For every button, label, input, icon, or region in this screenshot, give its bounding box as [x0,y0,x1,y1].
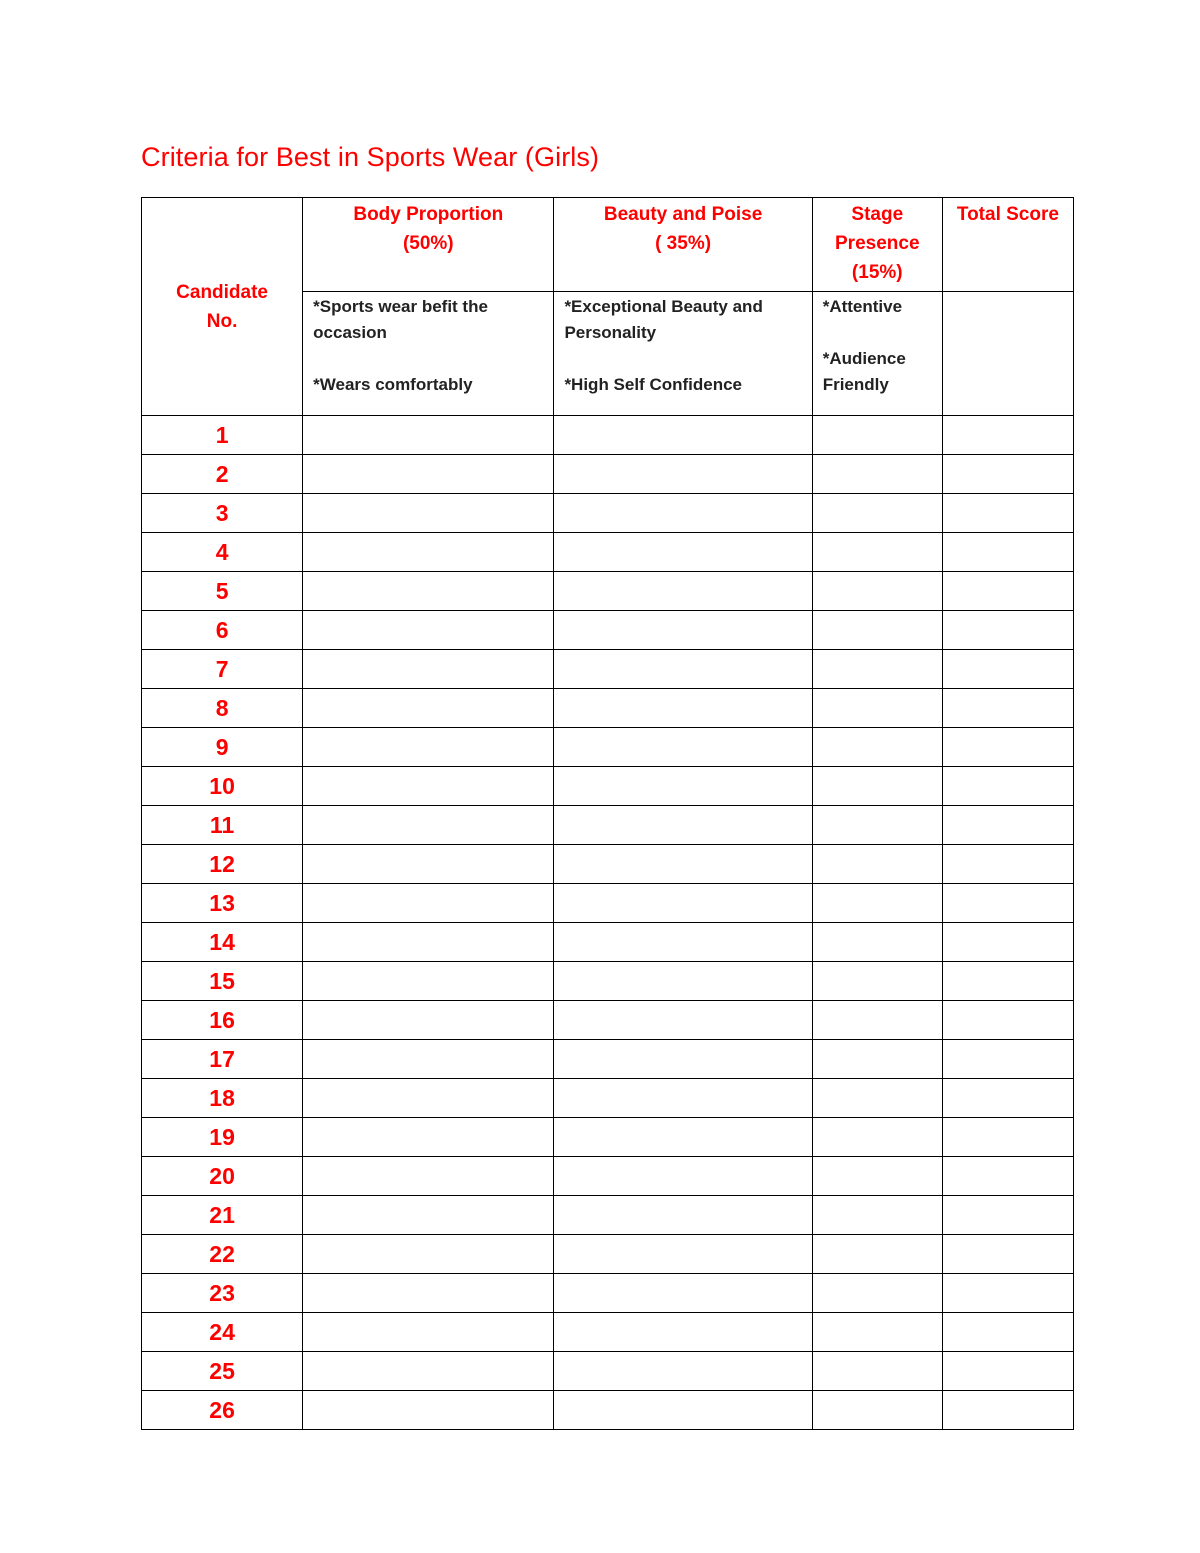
criteria-text: *Sports wear befit the [313,297,488,316]
candidate-number: 17 [142,1040,303,1079]
stage-presence-score-cell[interactable] [812,1391,942,1430]
body-proportion-label: Body Proportion [353,204,504,225]
total-score-cell[interactable] [942,1001,1073,1040]
beauty-poise-score-cell[interactable] [554,533,812,572]
stage-presence-score-cell[interactable] [812,1040,942,1079]
body-proportion-weight: (50%) [402,233,454,254]
stage-presence-score-cell[interactable] [812,416,942,455]
body-proportion-score-cell[interactable] [303,1313,554,1352]
total-score-cell[interactable] [942,1391,1073,1430]
beauty-poise-score-cell[interactable] [554,611,812,650]
candidate-number: 20 [142,1157,303,1196]
beauty-poise-score-cell[interactable] [554,1313,812,1352]
total-score-cell[interactable] [942,1196,1073,1235]
criteria-text: Personality [564,323,657,342]
table-row [142,1235,1074,1274]
beauty-poise-score-cell[interactable] [554,1274,812,1313]
beauty-poise-score-cell[interactable] [554,1040,812,1079]
total-score-cell[interactable] [942,845,1073,884]
table-row [142,650,1074,689]
criteria-text: Friendly [822,375,889,394]
beauty-poise-score-cell[interactable] [554,1196,812,1235]
table-row [142,611,1074,650]
beauty-poise-score-cell[interactable] [554,689,812,728]
stage-presence-score-cell[interactable] [812,923,942,962]
body-proportion-score-cell[interactable] [303,1274,554,1313]
stage-presence-score-cell[interactable] [812,1274,942,1313]
criteria-text: *Wears comfortably [313,375,473,394]
candidate-number: 8 [142,689,303,728]
stage-presence-score-cell[interactable] [812,884,942,923]
beauty-poise-score-cell[interactable] [554,1352,812,1391]
candidate-number: 1 [142,416,303,455]
total-score-cell[interactable] [942,962,1073,1001]
candidate-number: 22 [142,1235,303,1274]
table-row [142,806,1074,845]
body-proportion-score-cell[interactable] [303,494,554,533]
table-row [142,767,1074,806]
table-row [142,1157,1074,1196]
body-proportion-score-cell[interactable] [303,923,554,962]
table-row [142,689,1074,728]
beauty-poise-score-cell[interactable] [554,1079,812,1118]
body-proportion-score-cell[interactable] [303,1079,554,1118]
stage-presence-score-cell[interactable] [812,962,942,1001]
body-proportion-score-cell[interactable] [303,767,554,806]
body-proportion-criteria [303,292,554,416]
candidate-number: 9 [142,728,303,767]
criteria-text: occasion [313,323,387,342]
criteria-spacer [313,346,543,372]
beauty-poise-score-cell[interactable] [554,494,812,533]
candidate-number: 25 [142,1352,303,1391]
stage-presence-score-cell[interactable] [812,767,942,806]
total-score-cell[interactable] [942,572,1073,611]
stage-presence-score-cell[interactable] [812,494,942,533]
candidate-number: 26 [142,1391,303,1430]
candidate-number: 2 [142,455,303,494]
beauty-poise-weight: ( 35%) [655,233,712,254]
stage-presence-score-cell[interactable] [812,1001,942,1040]
body-proportion-score-cell[interactable] [303,455,554,494]
stage-presence-score-cell[interactable] [812,572,942,611]
candidate-number: 13 [142,884,303,923]
total-score-cell[interactable] [942,1313,1073,1352]
beauty-poise-score-cell[interactable] [554,650,812,689]
candidate-number: 5 [142,572,303,611]
total-score-cell[interactable] [942,1274,1073,1313]
table-row [142,455,1074,494]
candidate-number: 23 [142,1274,303,1313]
candidate-header-line: Candidate [176,281,269,303]
total-score-header [942,198,1073,292]
body-proportion-score-cell[interactable] [303,1157,554,1196]
stage-presence-score-cell[interactable] [812,1079,942,1118]
stage-presence-score-cell[interactable] [812,728,942,767]
table-row [142,1079,1074,1118]
stage-presence-score-cell[interactable] [812,1235,942,1274]
body-proportion-score-cell[interactable] [303,572,554,611]
beauty-poise-score-cell[interactable] [554,455,812,494]
table-row [142,1196,1074,1235]
candidate-number: 18 [142,1079,303,1118]
candidate-number: 6 [142,611,303,650]
total-score-cell[interactable] [942,1118,1073,1157]
stage-presence-score-cell[interactable] [812,650,942,689]
body-proportion-header [303,198,554,292]
body-proportion-score-cell[interactable] [303,1196,554,1235]
header-row [142,198,1074,292]
beauty-poise-label: Beauty and Poise [603,204,763,225]
total-score-cell[interactable] [942,1040,1073,1079]
stage-presence-score-cell[interactable] [812,689,942,728]
table-row [142,728,1074,767]
table-row [142,572,1074,611]
beauty-poise-score-cell[interactable] [554,1157,812,1196]
stage-presence-label: Stage [851,204,904,225]
beauty-poise-score-cell[interactable] [554,1118,812,1157]
body-proportion-score-cell[interactable] [303,1391,554,1430]
total-score-cell[interactable] [942,416,1073,455]
criteria-spacer [823,320,932,346]
criteria-text: *Attentive [822,297,903,316]
total-score-cell[interactable] [942,494,1073,533]
stage-presence-score-cell[interactable] [812,611,942,650]
body-proportion-score-cell[interactable] [303,1235,554,1274]
candidate-number: 14 [142,923,303,962]
candidate-number: 3 [142,494,303,533]
table-row [142,1274,1074,1313]
total-score-cell[interactable] [942,689,1073,728]
body-proportion-score-cell[interactable] [303,533,554,572]
beauty-poise-score-cell[interactable] [554,845,812,884]
total-score-cell[interactable] [942,533,1073,572]
body-proportion-score-cell[interactable] [303,689,554,728]
candidate-number: 10 [142,767,303,806]
total-score-cell[interactable] [942,455,1073,494]
candidate-number: 24 [142,1313,303,1352]
body-proportion-score-cell[interactable] [303,884,554,923]
beauty-poise-score-cell[interactable] [554,806,812,845]
table-row [142,884,1074,923]
stage-presence-score-cell[interactable] [812,1118,942,1157]
total-score-cell[interactable] [942,1079,1073,1118]
beauty-poise-score-cell[interactable] [554,923,812,962]
stage-presence-weight: (15%) [851,262,903,283]
beauty-poise-score-cell[interactable] [554,416,812,455]
body-proportion-score-cell[interactable] [303,650,554,689]
candidate-number: 15 [142,962,303,1001]
beauty-poise-score-cell[interactable] [554,767,812,806]
candidate-number: 21 [142,1196,303,1235]
criteria-spacer [564,346,801,372]
beauty-poise-score-cell[interactable] [554,728,812,767]
score-table [141,197,1074,1430]
total-score-cell[interactable] [942,1157,1073,1196]
table-row [142,1313,1074,1352]
table-row [142,494,1074,533]
beauty-poise-score-cell[interactable] [554,1235,812,1274]
beauty-poise-score-cell[interactable] [554,1391,812,1430]
candidate-number: 16 [142,1001,303,1040]
stage-presence-score-cell[interactable] [812,1157,942,1196]
beauty-poise-score-cell[interactable] [554,962,812,1001]
body-proportion-score-cell[interactable] [303,806,554,845]
criteria-text: *Exceptional Beauty and [564,297,763,316]
beauty-poise-header [554,198,812,292]
total-score-cell[interactable] [942,884,1073,923]
total-score-cell[interactable] [942,650,1073,689]
body-proportion-score-cell[interactable] [303,962,554,1001]
body-proportion-score-cell[interactable] [303,1118,554,1157]
total-score-cell[interactable] [942,1235,1073,1274]
candidate-no-header [142,198,303,416]
stage-presence-score-cell[interactable] [812,455,942,494]
total-score-cell[interactable] [942,806,1073,845]
candidate-number: 12 [142,845,303,884]
stage-presence-score-cell[interactable] [812,1313,942,1352]
candidate-number: 7 [142,650,303,689]
total-score-cell[interactable] [942,923,1073,962]
beauty-poise-score-cell[interactable] [554,884,812,923]
table-row [142,416,1074,455]
body-proportion-score-cell[interactable] [303,1352,554,1391]
beauty-poise-score-cell[interactable] [554,572,812,611]
table-row [142,1118,1074,1157]
table-row [142,962,1074,1001]
table-row [142,1001,1074,1040]
total-score-criteria [942,292,1073,416]
table-row [142,923,1074,962]
total-score-cell[interactable] [942,767,1073,806]
candidate-number: 19 [142,1118,303,1157]
candidate-number: 11 [142,806,303,845]
body-proportion-score-cell[interactable] [303,416,554,455]
total-score-cell[interactable] [942,611,1073,650]
beauty-poise-score-cell[interactable] [554,1001,812,1040]
total-score-cell[interactable] [942,1352,1073,1391]
table-row [142,533,1074,572]
criteria-text: *Audience [822,349,906,368]
body-proportion-score-cell[interactable] [303,845,554,884]
total-score-label: Total Score [956,204,1059,225]
stage-presence-header [812,198,942,292]
table-row [142,845,1074,884]
stage-presence-score-cell[interactable] [812,533,942,572]
table-row [142,1391,1074,1430]
stage-presence-score-cell[interactable] [812,1352,942,1391]
stage-presence-score-cell[interactable] [812,806,942,845]
stage-presence-score-cell[interactable] [812,1196,942,1235]
table-row [142,1352,1074,1391]
criteria-text: *High Self Confidence [564,375,743,394]
body-proportion-score-cell[interactable] [303,1040,554,1079]
stage-presence-label: Presence [835,233,920,254]
page-title: Criteria for Best in Sports Wear (Girls) [141,142,600,172]
stage-presence-score-cell[interactable] [812,845,942,884]
candidate-header-line: No. [206,310,238,332]
body-proportion-score-cell[interactable] [303,728,554,767]
total-score-cell[interactable] [942,728,1073,767]
table-row [142,1040,1074,1079]
candidate-number: 4 [142,533,303,572]
body-proportion-score-cell[interactable] [303,1001,554,1040]
body-proportion-score-cell[interactable] [303,611,554,650]
stage-presence-criteria [812,292,942,416]
beauty-poise-criteria [554,292,812,416]
